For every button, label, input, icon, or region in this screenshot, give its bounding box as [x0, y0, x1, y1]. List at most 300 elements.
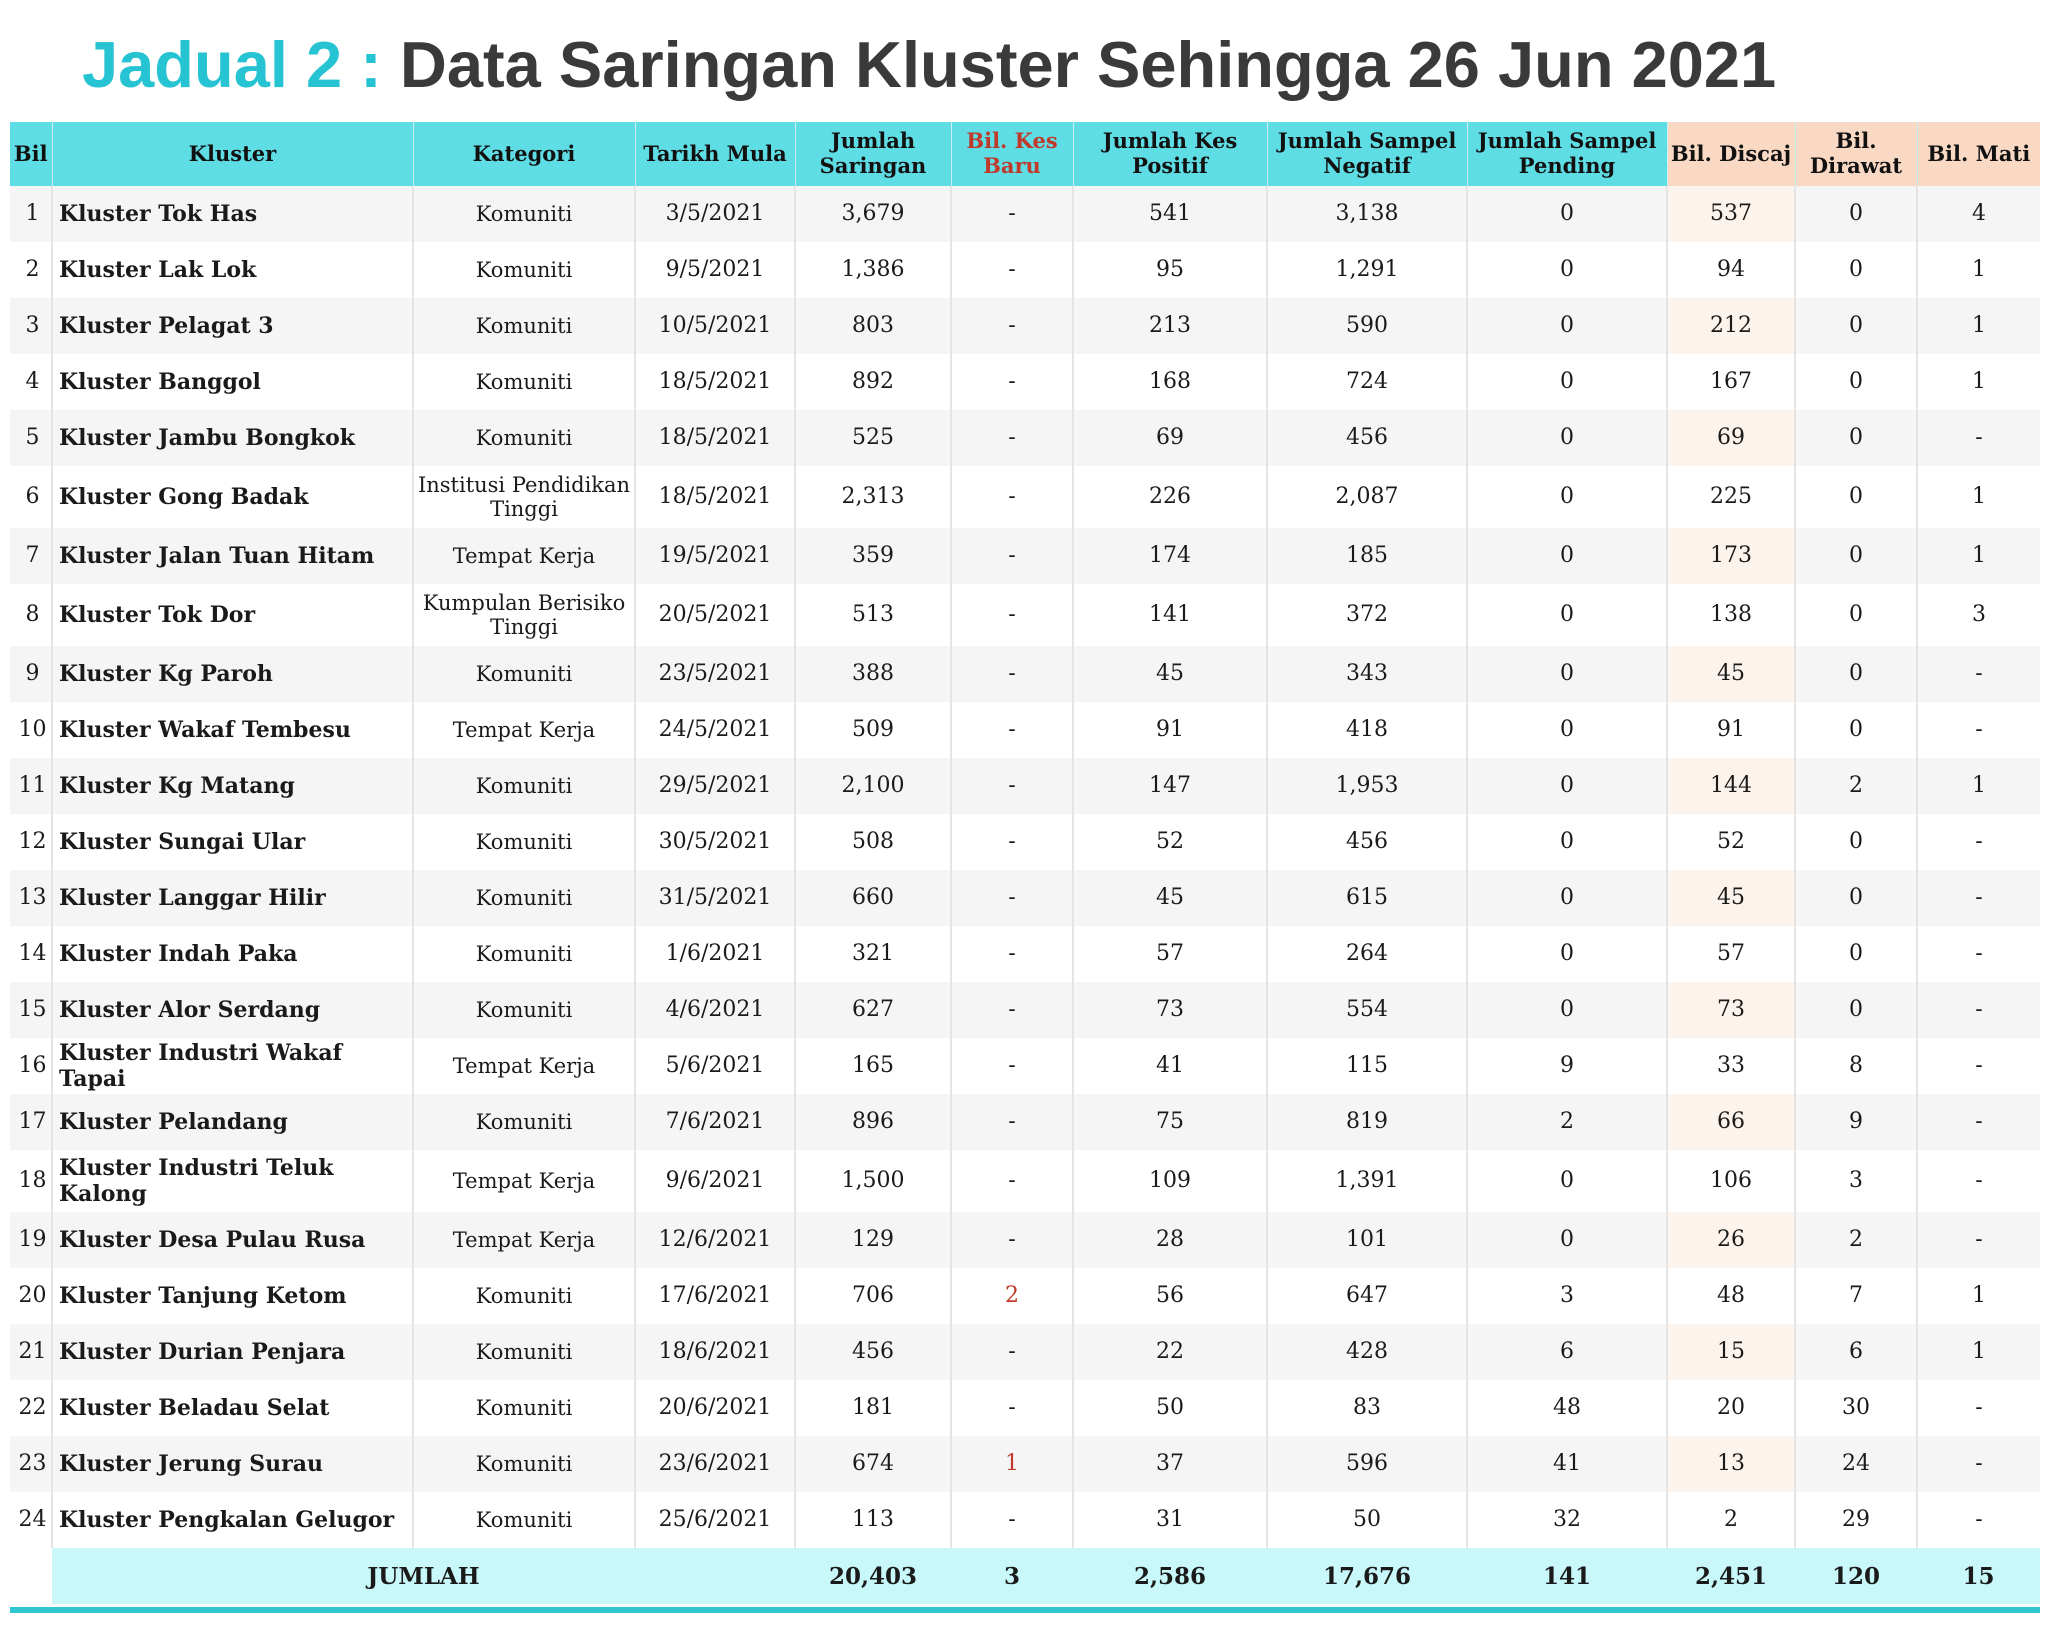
cell-jumlah-sampel-pending: 0 — [1467, 926, 1667, 982]
cell-bil-dirawat: 0 — [1795, 584, 1917, 646]
cell-bil-mati: - — [1917, 870, 2040, 926]
cell-bil-dirawat: 29 — [1795, 1492, 1917, 1548]
cell-bil-kes-baru: - — [951, 1038, 1073, 1094]
cell-bil: 18 — [10, 1150, 52, 1212]
total-bil-mati: 15 — [1917, 1548, 2040, 1604]
cell-bil-kes-baru: - — [951, 982, 1073, 1038]
col-header-bil-dirawat: Bil. Dirawat — [1795, 122, 1917, 186]
total-bil-kes-baru: 3 — [951, 1548, 1073, 1604]
cell-bil-discaj: 94 — [1667, 242, 1795, 298]
cell-jumlah-kes-positif: 69 — [1073, 410, 1267, 466]
cell-jumlah-kes-positif: 141 — [1073, 584, 1267, 646]
cell-kategori: Komuniti — [413, 870, 635, 926]
col-header-jumlah-sampel-pending: Jumlah Sampel Pending — [1467, 122, 1667, 186]
cell-bil-kes-baru: 1 — [951, 1436, 1073, 1492]
cell-bil: 14 — [10, 926, 52, 982]
cell-jumlah-saringan: 3,679 — [795, 186, 951, 242]
cell-bil-kes-baru: - — [951, 814, 1073, 870]
cell-jumlah-kes-positif: 109 — [1073, 1150, 1267, 1212]
cell-jumlah-saringan: 456 — [795, 1324, 951, 1380]
cell-bil-kes-baru: - — [951, 410, 1073, 466]
cell-bil-dirawat: 3 — [1795, 1150, 1917, 1212]
cell-kluster: Kluster Indah Paka — [52, 926, 413, 982]
table-row — [10, 646, 2040, 702]
cell-jumlah-sampel-negatif: 456 — [1267, 814, 1467, 870]
cell-kategori: Komuniti — [413, 1094, 635, 1150]
cell-jumlah-saringan: 674 — [795, 1436, 951, 1492]
cell-jumlah-saringan: 181 — [795, 1380, 951, 1436]
cell-bil-dirawat: 0 — [1795, 646, 1917, 702]
cell-bil-dirawat: 0 — [1795, 242, 1917, 298]
cell-jumlah-sampel-negatif: 819 — [1267, 1094, 1467, 1150]
cell-bil: 5 — [10, 410, 52, 466]
cell-jumlah-saringan: 627 — [795, 982, 951, 1038]
cell-jumlah-kes-positif: 226 — [1073, 466, 1267, 528]
cell-jumlah-saringan: 2,100 — [795, 758, 951, 814]
cell-bil: 17 — [10, 1094, 52, 1150]
cell-jumlah-sampel-negatif: 101 — [1267, 1212, 1467, 1268]
cell-jumlah-saringan: 113 — [795, 1492, 951, 1548]
cell-jumlah-kes-positif: 95 — [1073, 242, 1267, 298]
cell-bil-mati: 3 — [1917, 584, 2040, 646]
cell-kategori: Komuniti — [413, 242, 635, 298]
cell-jumlah-sampel-negatif: 1,291 — [1267, 242, 1467, 298]
cell-jumlah-sampel-pending: 9 — [1467, 1038, 1667, 1094]
cell-jumlah-sampel-pending: 0 — [1467, 1212, 1667, 1268]
cell-bil: 19 — [10, 1212, 52, 1268]
table-row — [10, 584, 2040, 646]
cell-bil-discaj: 52 — [1667, 814, 1795, 870]
cell-bil: 22 — [10, 1380, 52, 1436]
col-header-tarikh-mula: Tarikh Mula — [635, 122, 795, 186]
cell-kategori: Tempat Kerja — [413, 1212, 635, 1268]
cell-jumlah-kes-positif: 28 — [1073, 1212, 1267, 1268]
cell-bil-discaj: 106 — [1667, 1150, 1795, 1212]
table-row — [10, 982, 2040, 1038]
cell-bil-mati: - — [1917, 702, 2040, 758]
total-label: JUMLAH — [52, 1548, 795, 1604]
total-bil-discaj: 2,451 — [1667, 1548, 1795, 1604]
cell-kategori: Tempat Kerja — [413, 1150, 635, 1212]
cell-bil-dirawat: 0 — [1795, 528, 1917, 584]
cell-jumlah-sampel-pending: 0 — [1467, 354, 1667, 410]
cell-jumlah-sampel-negatif: 554 — [1267, 982, 1467, 1038]
cell-tarikh-mula: 18/6/2021 — [635, 1324, 795, 1380]
cell-jumlah-saringan: 2,313 — [795, 466, 951, 528]
cell-bil-mati: 1 — [1917, 242, 2040, 298]
cell-bil-mati: - — [1917, 926, 2040, 982]
table-row — [10, 1094, 2040, 1150]
cell-jumlah-sampel-negatif: 615 — [1267, 870, 1467, 926]
cell-bil-mati: - — [1917, 1094, 2040, 1150]
cell-bil-dirawat: 2 — [1795, 758, 1917, 814]
cell-bil-kes-baru: - — [951, 926, 1073, 982]
cell-bil-dirawat: 7 — [1795, 1268, 1917, 1324]
cell-tarikh-mula: 18/5/2021 — [635, 354, 795, 410]
table-row — [10, 870, 2040, 926]
cell-bil-mati: 1 — [1917, 298, 2040, 354]
table-row — [10, 1212, 2040, 1268]
cell-jumlah-sampel-negatif: 3,138 — [1267, 186, 1467, 242]
cell-jumlah-kes-positif: 73 — [1073, 982, 1267, 1038]
cell-bil-discaj: 57 — [1667, 926, 1795, 982]
cell-bil: 9 — [10, 646, 52, 702]
col-header-bil-mati: Bil. Mati — [1917, 122, 2040, 186]
cell-bil-discaj: 20 — [1667, 1380, 1795, 1436]
cell-bil-kes-baru: - — [951, 584, 1073, 646]
cell-jumlah-sampel-pending: 0 — [1467, 814, 1667, 870]
cell-tarikh-mula: 18/5/2021 — [635, 466, 795, 528]
cell-tarikh-mula: 20/5/2021 — [635, 584, 795, 646]
total-jumlah-sampel-pending: 141 — [1467, 1548, 1667, 1604]
cell-jumlah-kes-positif: 174 — [1073, 528, 1267, 584]
cell-bil: 2 — [10, 242, 52, 298]
cell-jumlah-kes-positif: 57 — [1073, 926, 1267, 982]
cell-kluster: Kluster Sungai Ular — [52, 814, 413, 870]
cell-jumlah-saringan: 525 — [795, 410, 951, 466]
cell-jumlah-sampel-negatif: 647 — [1267, 1268, 1467, 1324]
cell-bil: 7 — [10, 528, 52, 584]
cell-jumlah-sampel-negatif: 724 — [1267, 354, 1467, 410]
cell-jumlah-saringan: 388 — [795, 646, 951, 702]
cell-bil: 11 — [10, 758, 52, 814]
cell-bil-discaj: 66 — [1667, 1094, 1795, 1150]
cell-jumlah-kes-positif: 31 — [1073, 1492, 1267, 1548]
cell-bil-kes-baru: - — [951, 1150, 1073, 1212]
cell-bil-discaj: 212 — [1667, 298, 1795, 354]
cell-jumlah-sampel-pending: 6 — [1467, 1324, 1667, 1380]
cell-bil-discaj: 45 — [1667, 870, 1795, 926]
table-row — [10, 466, 2040, 528]
cell-bil-discaj: 73 — [1667, 982, 1795, 1038]
table-row — [10, 702, 2040, 758]
cell-bil-discaj: 13 — [1667, 1436, 1795, 1492]
cell-bil-discaj: 167 — [1667, 354, 1795, 410]
table-row — [10, 1324, 2040, 1380]
cell-jumlah-kes-positif: 22 — [1073, 1324, 1267, 1380]
cell-jumlah-kes-positif: 147 — [1073, 758, 1267, 814]
cell-kategori: Komuniti — [413, 814, 635, 870]
cell-jumlah-sampel-negatif: 372 — [1267, 584, 1467, 646]
title-prefix: Jadual 2 : — [82, 28, 382, 101]
cell-bil-discaj: 33 — [1667, 1038, 1795, 1094]
cell-bil-mati: 4 — [1917, 186, 2040, 242]
cell-jumlah-sampel-negatif: 1,391 — [1267, 1150, 1467, 1212]
cell-kluster: Kluster Wakaf Tembesu — [52, 702, 413, 758]
cell-kategori: Komuniti — [413, 1436, 635, 1492]
table-row — [10, 1038, 2040, 1094]
cell-jumlah-sampel-negatif: 343 — [1267, 646, 1467, 702]
cell-kluster: Kluster Tanjung Ketom — [52, 1268, 413, 1324]
cell-jumlah-sampel-pending: 0 — [1467, 584, 1667, 646]
cell-bil-dirawat: 0 — [1795, 870, 1917, 926]
cell-tarikh-mula: 7/6/2021 — [635, 1094, 795, 1150]
cell-jumlah-sampel-negatif: 2,087 — [1267, 466, 1467, 528]
cell-kluster: Kluster Pelagat 3 — [52, 298, 413, 354]
cell-jumlah-sampel-pending: 0 — [1467, 186, 1667, 242]
cell-jumlah-saringan: 508 — [795, 814, 951, 870]
table-body — [10, 186, 2040, 1548]
cell-bil-discaj: 537 — [1667, 186, 1795, 242]
cell-kluster: Kluster Alor Serdang — [52, 982, 413, 1038]
cell-bil-dirawat: 0 — [1795, 186, 1917, 242]
table-row — [10, 1268, 2040, 1324]
cell-jumlah-sampel-pending: 0 — [1467, 410, 1667, 466]
cell-bil-kes-baru: - — [951, 466, 1073, 528]
table-row — [10, 926, 2040, 982]
cell-jumlah-kes-positif: 52 — [1073, 814, 1267, 870]
cell-kluster: Kluster Jalan Tuan Hitam — [52, 528, 413, 584]
cell-bil: 4 — [10, 354, 52, 410]
cell-kategori: Komuniti — [413, 758, 635, 814]
cell-bil-mati: - — [1917, 1436, 2040, 1492]
cell-kluster: Kluster Kg Paroh — [52, 646, 413, 702]
cell-jumlah-sampel-negatif: 83 — [1267, 1380, 1467, 1436]
cell-jumlah-kes-positif: 75 — [1073, 1094, 1267, 1150]
cell-bil-kes-baru: - — [951, 702, 1073, 758]
cell-bil: 10 — [10, 702, 52, 758]
cell-jumlah-saringan: 896 — [795, 1094, 951, 1150]
cell-kluster: Kluster Durian Penjara — [52, 1324, 413, 1380]
cell-jumlah-sampel-negatif: 428 — [1267, 1324, 1467, 1380]
cell-jumlah-saringan: 359 — [795, 528, 951, 584]
table-row — [10, 410, 2040, 466]
cell-bil-mati: - — [1917, 1212, 2040, 1268]
cell-jumlah-kes-positif: 37 — [1073, 1436, 1267, 1492]
cell-bil-kes-baru: - — [951, 1324, 1073, 1380]
col-header-jumlah-saringan: Jumlah Saringan — [795, 122, 951, 186]
cell-jumlah-sampel-pending: 0 — [1467, 758, 1667, 814]
cell-kategori: Tempat Kerja — [413, 1038, 635, 1094]
cell-bil-kes-baru: - — [951, 1094, 1073, 1150]
cell-kategori: Kumpulan Berisiko Tinggi — [413, 584, 635, 646]
cell-jumlah-sampel-negatif: 456 — [1267, 410, 1467, 466]
cell-bil-dirawat: 0 — [1795, 354, 1917, 410]
cell-bil-dirawat: 0 — [1795, 814, 1917, 870]
total-jumlah-saringan: 20,403 — [795, 1548, 951, 1604]
cell-kluster: Kluster Kg Matang — [52, 758, 413, 814]
page-title — [82, 22, 1776, 108]
cell-jumlah-kes-positif: 91 — [1073, 702, 1267, 758]
cell-jumlah-sampel-pending: 0 — [1467, 528, 1667, 584]
cell-bil-kes-baru: - — [951, 758, 1073, 814]
cell-tarikh-mula: 1/6/2021 — [635, 926, 795, 982]
cell-bil-dirawat: 0 — [1795, 702, 1917, 758]
cell-jumlah-saringan: 509 — [795, 702, 951, 758]
cell-jumlah-sampel-negatif: 418 — [1267, 702, 1467, 758]
cell-bil-discaj: 173 — [1667, 528, 1795, 584]
cell-kategori: Tempat Kerja — [413, 702, 635, 758]
cell-bil-discaj: 91 — [1667, 702, 1795, 758]
cell-bil-discaj: 2 — [1667, 1492, 1795, 1548]
cell-bil-mati: - — [1917, 1380, 2040, 1436]
cell-bil-kes-baru: - — [951, 646, 1073, 702]
cell-bil-dirawat: 2 — [1795, 1212, 1917, 1268]
cell-kluster: Kluster Lak Lok — [52, 242, 413, 298]
table-row — [10, 1492, 2040, 1548]
total-blank-cell — [10, 1548, 52, 1604]
bottom-divider — [10, 1607, 2040, 1613]
cell-bil-dirawat: 0 — [1795, 298, 1917, 354]
cell-jumlah-sampel-pending: 41 — [1467, 1436, 1667, 1492]
cell-kategori: Komuniti — [413, 1268, 635, 1324]
cell-kluster: Kluster Industri Teluk Kalong — [52, 1150, 413, 1212]
table-row — [10, 758, 2040, 814]
cell-kategori: Komuniti — [413, 186, 635, 242]
cell-bil: 8 — [10, 584, 52, 646]
table-row — [10, 1150, 2040, 1212]
cell-jumlah-kes-positif: 168 — [1073, 354, 1267, 410]
cell-bil: 15 — [10, 982, 52, 1038]
cell-tarikh-mula: 9/5/2021 — [635, 242, 795, 298]
cell-bil-discaj: 144 — [1667, 758, 1795, 814]
cell-kluster: Kluster Langgar Hilir — [52, 870, 413, 926]
cell-jumlah-sampel-pending: 0 — [1467, 646, 1667, 702]
cell-bil-kes-baru: 2 — [951, 1268, 1073, 1324]
cell-bil-kes-baru: - — [951, 354, 1073, 410]
cell-bil: 24 — [10, 1492, 52, 1548]
total-jumlah-kes-positif: 2,586 — [1073, 1548, 1267, 1604]
cell-jumlah-kes-positif: 45 — [1073, 870, 1267, 926]
title-main: Data Saringan Kluster Sehingga 26 Jun 2021 — [399, 28, 1777, 101]
cell-jumlah-sampel-pending: 48 — [1467, 1380, 1667, 1436]
cell-jumlah-kes-positif: 41 — [1073, 1038, 1267, 1094]
cell-bil-discaj: 26 — [1667, 1212, 1795, 1268]
cell-bil-discaj: 15 — [1667, 1324, 1795, 1380]
cell-bil-dirawat: 0 — [1795, 982, 1917, 1038]
cell-bil-dirawat: 0 — [1795, 410, 1917, 466]
cell-kluster: Kluster Jerung Surau — [52, 1436, 413, 1492]
cell-tarikh-mula: 25/6/2021 — [635, 1492, 795, 1548]
col-header-kategori: Kategori — [413, 122, 635, 186]
cell-bil: 21 — [10, 1324, 52, 1380]
cell-bil: 6 — [10, 466, 52, 528]
cell-jumlah-sampel-pending: 0 — [1467, 466, 1667, 528]
cell-jumlah-sampel-pending: 0 — [1467, 1150, 1667, 1212]
cell-tarikh-mula: 18/5/2021 — [635, 410, 795, 466]
cell-bil-kes-baru: - — [951, 528, 1073, 584]
col-header-bil-discaj: Bil. Discaj — [1667, 122, 1795, 186]
cell-bil-kes-baru: - — [951, 870, 1073, 926]
cell-jumlah-sampel-pending: 2 — [1467, 1094, 1667, 1150]
cell-bil-discaj: 45 — [1667, 646, 1795, 702]
cell-kluster: Kluster Pelandang — [52, 1094, 413, 1150]
cell-kluster: Kluster Pengkalan Gelugor — [52, 1492, 413, 1548]
cell-kluster: Kluster Desa Pulau Rusa — [52, 1212, 413, 1268]
cell-bil: 3 — [10, 298, 52, 354]
cell-tarikh-mula: 17/6/2021 — [635, 1268, 795, 1324]
cell-kluster: Kluster Industri Wakaf Tapai — [52, 1038, 413, 1094]
cell-bil-dirawat: 30 — [1795, 1380, 1917, 1436]
cell-bil-dirawat: 6 — [1795, 1324, 1917, 1380]
cell-bil-kes-baru: - — [951, 186, 1073, 242]
cell-kluster: Kluster Beladau Selat — [52, 1380, 413, 1436]
cell-jumlah-sampel-pending: 0 — [1467, 702, 1667, 758]
cell-jumlah-sampel-pending: 3 — [1467, 1268, 1667, 1324]
cell-jumlah-sampel-pending: 32 — [1467, 1492, 1667, 1548]
cell-bil-discaj: 138 — [1667, 584, 1795, 646]
cell-kategori: Komuniti — [413, 1492, 635, 1548]
cell-bil-discaj: 48 — [1667, 1268, 1795, 1324]
cell-tarikh-mula: 23/5/2021 — [635, 646, 795, 702]
cell-kluster: Kluster Jambu Bongkok — [52, 410, 413, 466]
cell-bil-mati: - — [1917, 814, 2040, 870]
cell-tarikh-mula: 30/5/2021 — [635, 814, 795, 870]
cell-tarikh-mula: 24/5/2021 — [635, 702, 795, 758]
table-row — [10, 1436, 2040, 1492]
table-footer — [10, 1548, 2040, 1604]
cell-jumlah-saringan: 803 — [795, 298, 951, 354]
cell-jumlah-saringan: 513 — [795, 584, 951, 646]
cell-jumlah-kes-positif: 45 — [1073, 646, 1267, 702]
cell-jumlah-sampel-pending: 0 — [1467, 870, 1667, 926]
table-row — [10, 242, 2040, 298]
cell-jumlah-sampel-negatif: 1,953 — [1267, 758, 1467, 814]
col-header-jumlah-kes-positif: Jumlah Kes Positif — [1073, 122, 1267, 186]
cell-jumlah-sampel-negatif: 115 — [1267, 1038, 1467, 1094]
cell-tarikh-mula: 29/5/2021 — [635, 758, 795, 814]
cell-jumlah-kes-positif: 50 — [1073, 1380, 1267, 1436]
cell-kategori: Komuniti — [413, 298, 635, 354]
cell-tarikh-mula: 5/6/2021 — [635, 1038, 795, 1094]
cell-jumlah-sampel-negatif: 596 — [1267, 1436, 1467, 1492]
cell-bil: 16 — [10, 1038, 52, 1094]
cell-tarikh-mula: 10/5/2021 — [635, 298, 795, 354]
cell-tarikh-mula: 20/6/2021 — [635, 1380, 795, 1436]
cell-jumlah-saringan: 892 — [795, 354, 951, 410]
cell-bil-kes-baru: - — [951, 242, 1073, 298]
cell-jumlah-saringan: 1,386 — [795, 242, 951, 298]
cell-tarikh-mula: 23/6/2021 — [635, 1436, 795, 1492]
cell-bil-mati: - — [1917, 646, 2040, 702]
cell-jumlah-sampel-pending: 0 — [1467, 298, 1667, 354]
cell-kategori: Komuniti — [413, 1324, 635, 1380]
cell-jumlah-sampel-pending: 0 — [1467, 982, 1667, 1038]
cell-bil-mati: 1 — [1917, 354, 2040, 410]
cell-bil: 1 — [10, 186, 52, 242]
cell-bil-mati: 1 — [1917, 466, 2040, 528]
table-header — [10, 122, 2040, 186]
table-row — [10, 186, 2040, 242]
total-bil-dirawat: 120 — [1795, 1548, 1917, 1604]
cell-jumlah-sampel-pending: 0 — [1467, 242, 1667, 298]
table-row — [10, 814, 2040, 870]
cell-jumlah-saringan: 321 — [795, 926, 951, 982]
table-row — [10, 528, 2040, 584]
cell-bil-mati: 1 — [1917, 1324, 2040, 1380]
cell-bil-dirawat: 0 — [1795, 926, 1917, 982]
cell-kategori: Komuniti — [413, 410, 635, 466]
cell-kategori: Komuniti — [413, 1380, 635, 1436]
col-header-jumlah-sampel-negatif: Jumlah Sampel Negatif — [1267, 122, 1467, 186]
cell-bil-kes-baru: - — [951, 1492, 1073, 1548]
cell-bil-mati: 1 — [1917, 528, 2040, 584]
cell-jumlah-sampel-negatif: 185 — [1267, 528, 1467, 584]
cell-jumlah-saringan: 1,500 — [795, 1150, 951, 1212]
table-row — [10, 298, 2040, 354]
cell-bil-dirawat: 8 — [1795, 1038, 1917, 1094]
cell-bil-mati: - — [1917, 982, 2040, 1038]
cell-bil-mati: 1 — [1917, 758, 2040, 814]
cell-jumlah-sampel-negatif: 590 — [1267, 298, 1467, 354]
cell-bil-discaj: 69 — [1667, 410, 1795, 466]
cell-tarikh-mula: 9/6/2021 — [635, 1150, 795, 1212]
cell-tarikh-mula: 19/5/2021 — [635, 528, 795, 584]
cell-kategori: Komuniti — [413, 646, 635, 702]
cell-tarikh-mula: 3/5/2021 — [635, 186, 795, 242]
cell-kategori: Komuniti — [413, 926, 635, 982]
cell-bil-dirawat: 0 — [1795, 466, 1917, 528]
